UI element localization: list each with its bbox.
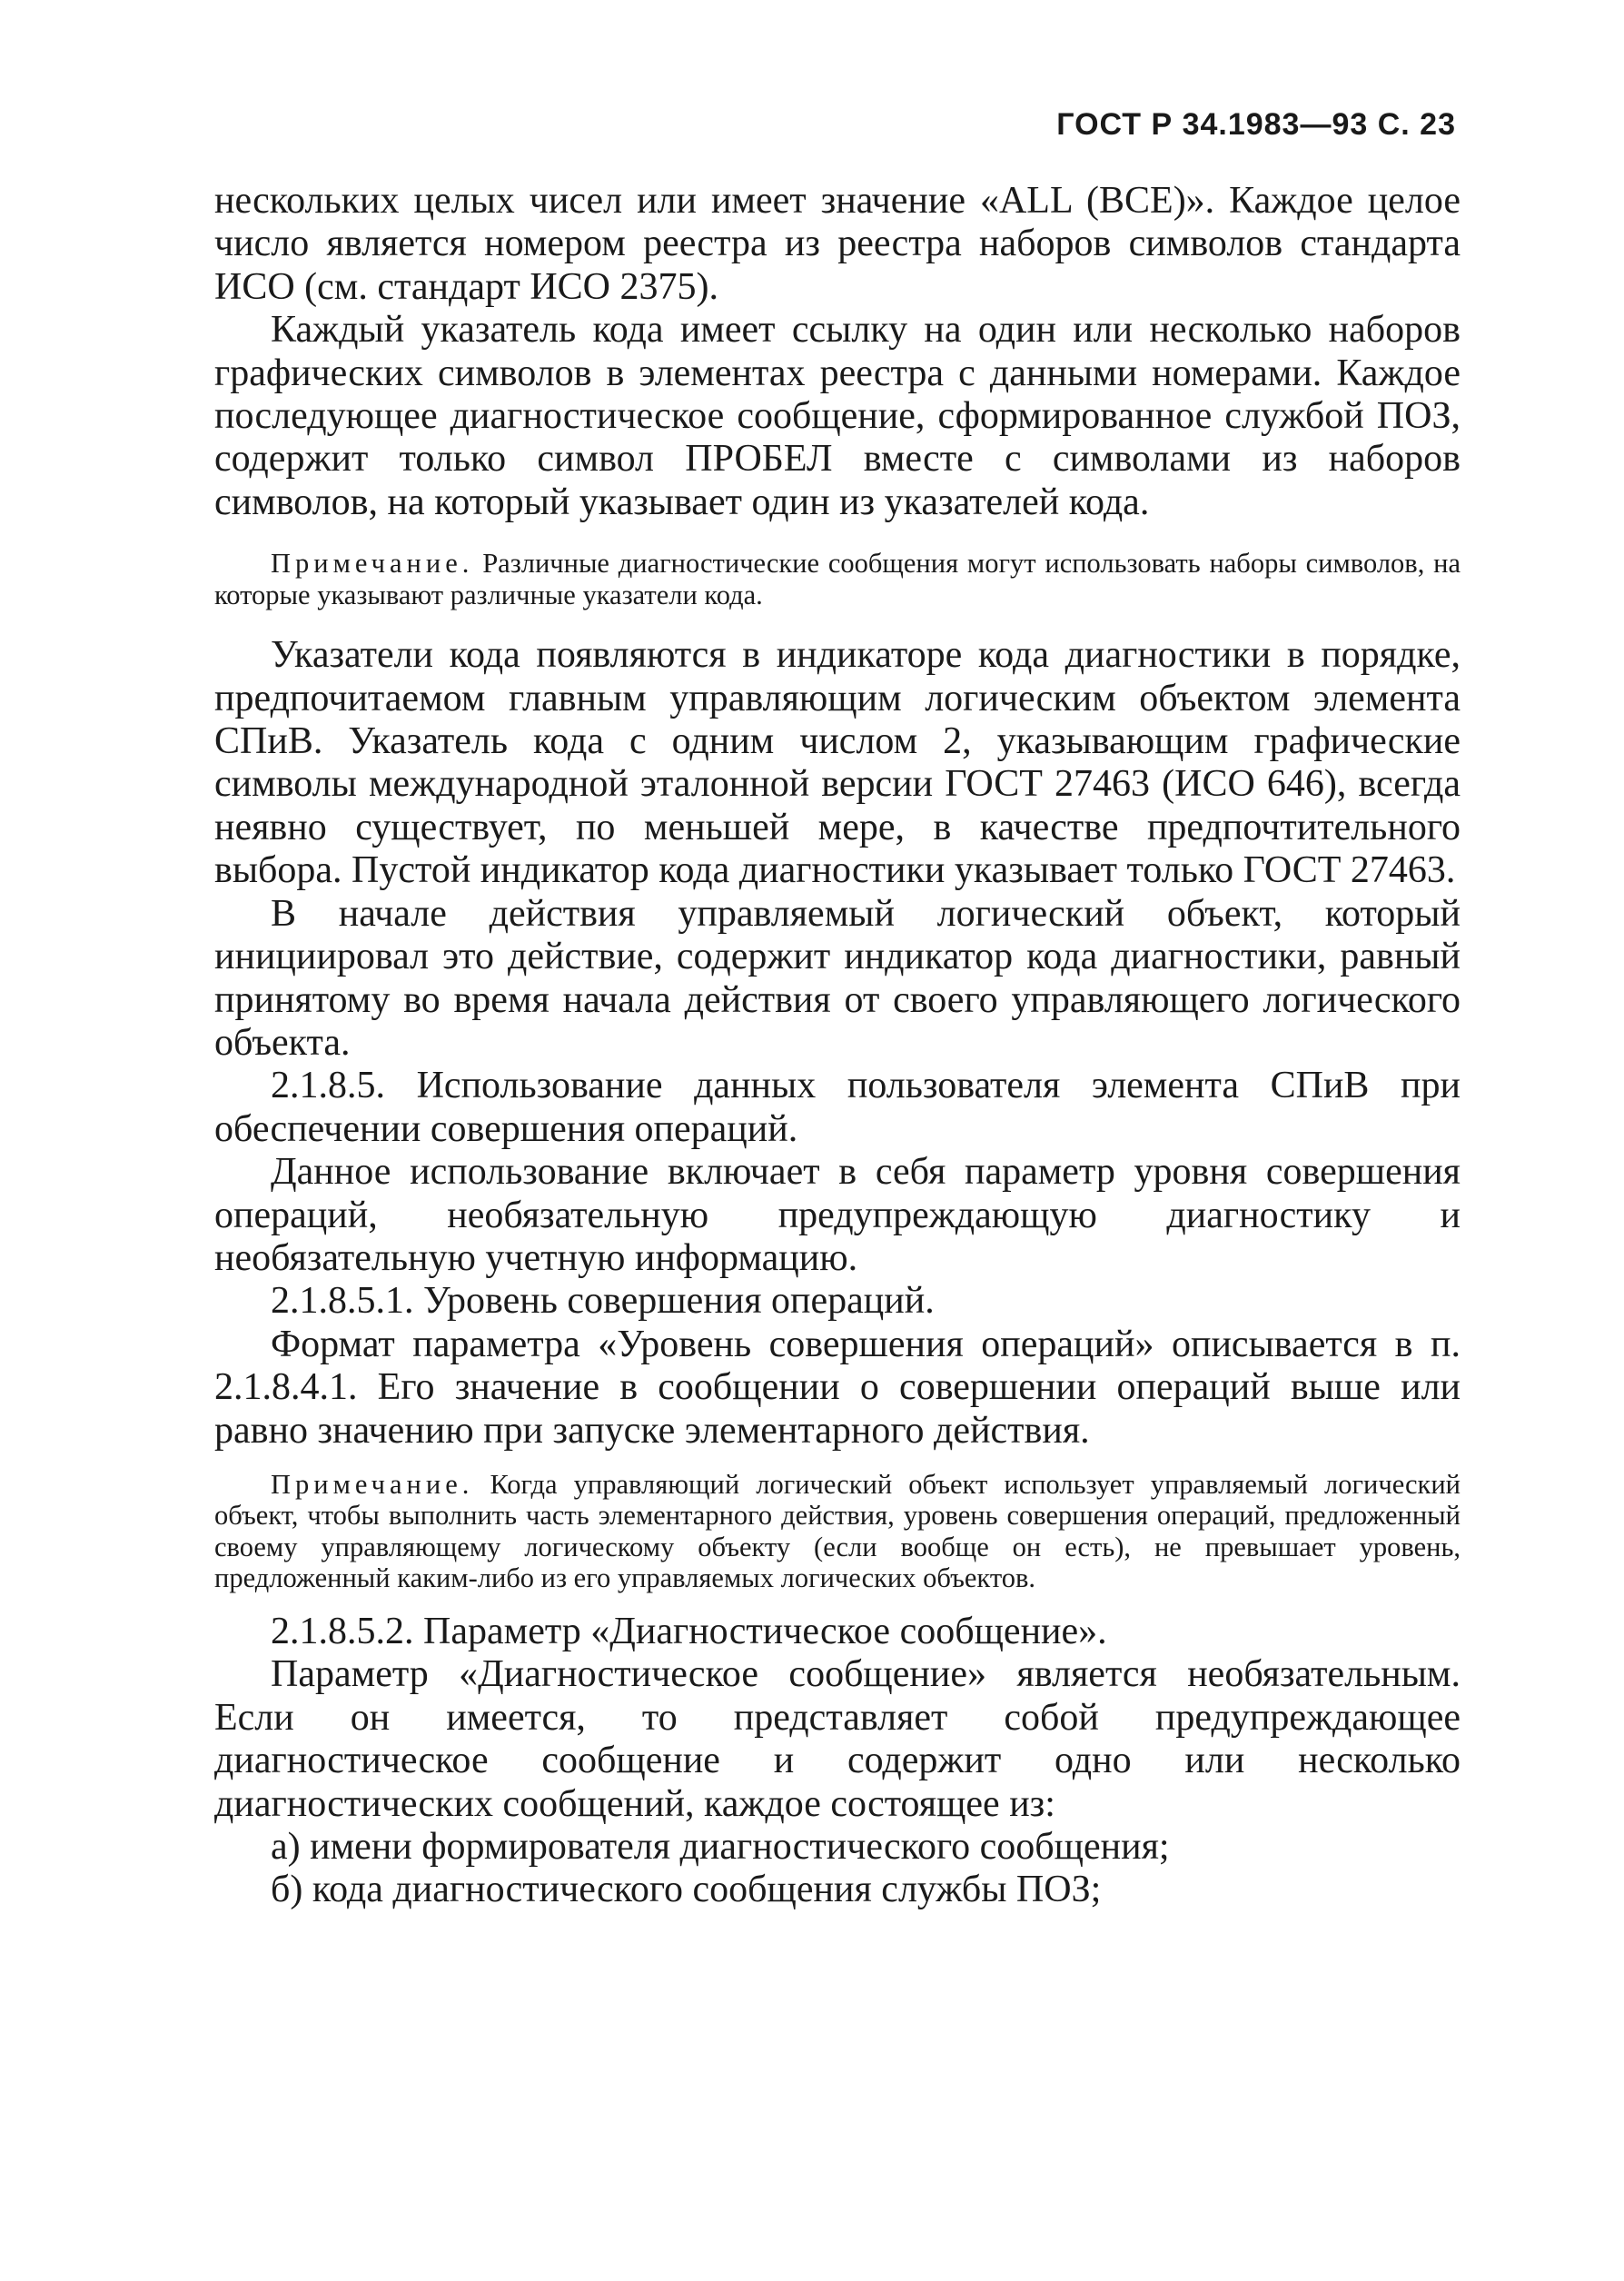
page-header: ГОСТ Р 34.1983—93 С. 23 (1056, 107, 1456, 142)
list-item-b: б) кода диагностического сообщения службы ПОЗ; (271, 1869, 1102, 1911)
note-1-text: Различные диагностические сообщения могут использовать наборы символов, на которые указывают различные указатели кода. (214, 548, 1461, 610)
note-2 (214, 1469, 1461, 1594)
note-1 (214, 548, 1461, 610)
section-2-1-8-5-1-heading: 2.1.8.5.1. Уровень совершения операций. (271, 1280, 935, 1323)
note-1-label: Примечание. (271, 548, 474, 580)
note-2-text: Когда управляющий логический объект использует управляемый логический объект, чтобы выполнить часть элементарного действия, уровень совершения операций, предложенный своему управляющему логическому объекту (если вообще он есть), не превышает уровень, предложенный каким-либо из его управляемых логических объектов. (214, 1468, 1461, 1594)
paragraph-commit-level-format: Формат параметра «Уровень совершения операций» описывается в п. 2.1.8.4.1. Его значение в сообщении о совершении операций выше или равно значению при запуске элементарного действия. (214, 1323, 1461, 1452)
paragraph-diagnostic-message: Параметр «Диагностическое сообщение» является необязательным. Если он имеется, то представляет собой предупреждающее диагностическое сообщение и содержит одно или несколько диагностических сообщений, каждое состоящее из: (214, 1653, 1461, 1825)
note-2-label: Примечание. (271, 1468, 474, 1500)
section-2-1-8-5-heading: 2.1.8.5. Использование данных пользователя элемента СПиВ при обеспечении совершения операций. (214, 1065, 1461, 1150)
paragraph-code-pointer: Каждый указатель кода имеет ссылку на один или несколько наборов графических символов в элементах реестра с данными номерами. Каждое последующее диагностическое сообщение, сформированное службой ПОЗ, содержит только символ ПРОБЕЛ вместе с символами из наборов символов, на который указывает один из указателей кода. (214, 309, 1461, 523)
list-item-a: а) имени формирователя диагностического сообщения; (271, 1826, 1170, 1868)
document-body (214, 180, 1461, 1912)
paragraph-usage: Данное использование включает в себя параметр уровня совершения операций, необязательную предупреждающую диагностику и необязательную учетную информацию. (214, 1151, 1461, 1279)
paragraph-code-order: Указатели кода появляются в индикаторе кода диагностики в порядке, предпочитаемом главным управляющим логическим объектом элемента СПиВ. Указатель кода с одним числом 2, указывающим графические символы международной эталонной версии ГОСТ 27463 (ИСО 646), всегда неявно существует, по меньшей мере, в качестве предпочтительного выбора. Пустой индикатор кода диагностики указывает только ГОСТ 27463. (214, 634, 1461, 892)
section-2-1-8-5-2-heading: 2.1.8.5.2. Параметр «Диагностическое сообщение». (271, 1610, 1107, 1652)
paragraph-action-start: В начале действия управляемый логический объект, который инициировал это действие, содержит индикатор кода диагностики, равный принятому во время начала действия от своего управляющего логического объекта. (214, 892, 1461, 1064)
paragraph-continuation: нескольких целых чисел или имеет значение «ALL (ВСЕ)». Каждое целое число является номером реестра из реестра наборов символов стандарта ИСО (см. стандарт ИСО 2375). (214, 180, 1461, 308)
